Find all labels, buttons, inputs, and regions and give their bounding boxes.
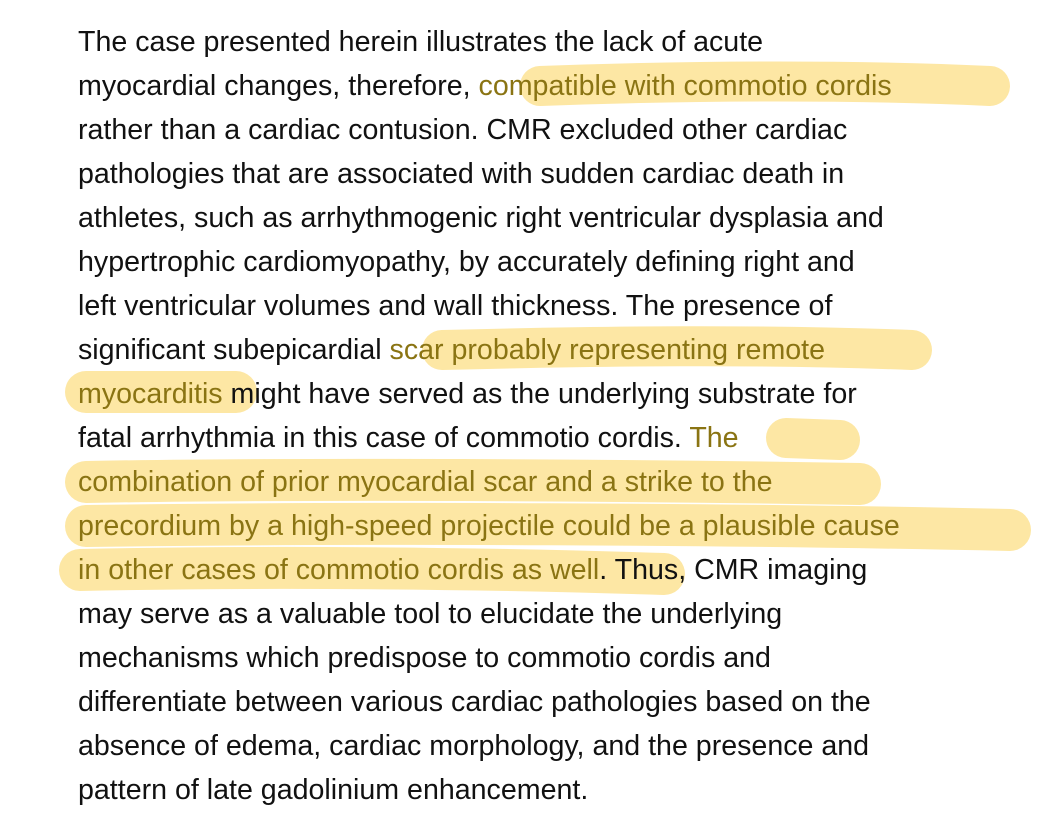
body-text: rather than a cardiac contusion. CMR excluded other cardiac [78, 114, 848, 146]
highlighted-text: precordium by a high-speed projectile could be a plausible cause [78, 510, 900, 542]
text-line [78, 460, 1038, 504]
text-line [78, 196, 1038, 240]
body-text: athletes, such as arrhythmogenic right ventricular dysplasia and [78, 202, 884, 234]
text-line [78, 152, 1038, 196]
body-text: The case presented herein illustrates the lack of acute [78, 26, 764, 58]
body-text: may serve as a valuable tool to elucidate the underlying [78, 598, 783, 630]
article-paragraph [78, 20, 1038, 812]
text-line [78, 64, 1038, 108]
body-text: significant subepicardial [78, 334, 390, 366]
text-line [78, 768, 1038, 812]
text-line [78, 504, 1038, 548]
highlighted-text: myocarditis [78, 378, 223, 410]
body-text: myocardial changes, therefore, [78, 70, 479, 102]
text-line [78, 636, 1038, 680]
text-line [78, 20, 1038, 64]
highlighted-text: scar probably representing remote [389, 334, 826, 366]
text-line [78, 680, 1038, 724]
text-line [78, 284, 1038, 328]
body-text: mechanisms which predispose to commotio cordis and [78, 642, 771, 674]
text-line [78, 108, 1038, 152]
body-text: pattern of late gadolinium enhancement. [78, 774, 589, 806]
text-line [78, 548, 1038, 592]
highlighted-text: combination of prior myocardial scar and a strike to the [78, 466, 773, 498]
body-text: might have served as the underlying substrate for [222, 378, 857, 410]
text-line [78, 592, 1038, 636]
text-line [78, 724, 1038, 768]
text-line [78, 372, 1038, 416]
text-line [78, 416, 1038, 460]
body-text: left ventricular volumes and wall thickness. The presence of [78, 290, 833, 322]
body-text: differentiate between various cardiac pathologies based on the [78, 686, 871, 718]
body-text: . Thus, CMR imaging [599, 554, 868, 586]
text-line [78, 328, 1038, 372]
body-text: fatal arrhythmia in this case of commotio cordis. [78, 422, 690, 454]
body-text: absence of edema, cardiac morphology, and the presence and [78, 730, 870, 762]
body-text: pathologies that are associated with sudden cardiac death in [78, 158, 845, 190]
highlighted-text: The [689, 422, 739, 454]
body-text: hypertrophic cardiomyopathy, by accurately defining right and [78, 246, 855, 278]
text-line [78, 240, 1038, 284]
highlighted-text: compatible with commotio cordis [478, 70, 892, 102]
highlighted-text: in other cases of commotio cordis as well [78, 554, 600, 586]
